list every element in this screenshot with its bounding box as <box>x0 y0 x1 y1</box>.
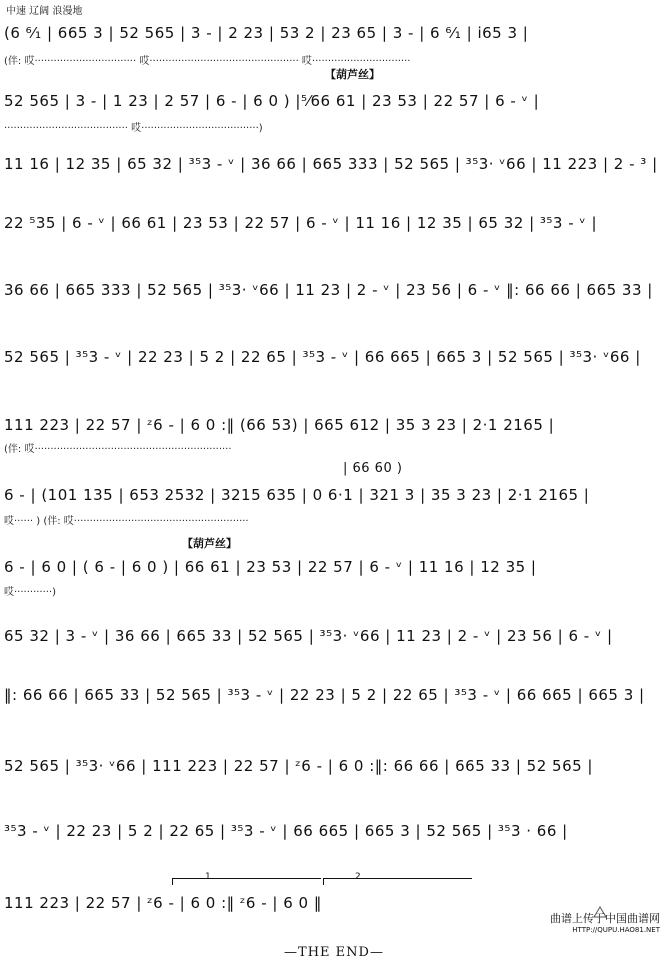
lyric-line-4: 哎······ ) (伴: 哎······················································· <box>4 516 249 527</box>
notation-line-6: 52 565 | ³⁵3 - ᵛ | 22 23 | 5 2 | 22 65 | ³⁵3 - ᵛ | 66 665 | 665 3 | 52 565 | ³⁵3· ᵛ66 | <box>4 348 641 366</box>
volta-number-1: 1 <box>205 872 211 882</box>
tempo-marking: 中速 辽阔 浪漫地 <box>6 6 83 17</box>
lyric-line-2: ······································· 哎·····································) <box>4 123 263 134</box>
notation-line-13: ³⁵3 - ᵛ | 22 23 | 5 2 | 22 65 | ³⁵3 - ᵛ | 66 665 | 665 3 | 52 565 | ³⁵3 · 66 | <box>4 822 568 840</box>
section-label-hulusi: 【葫芦丝】 <box>325 68 380 81</box>
notation-line-4: 22 ⁵35 | 6 - ᵛ | 66 61 | 23 53 | 22 57 | 6 - ᵛ | 11 16 | 12 35 | 65 32 | ³⁵3 - ᵛ | <box>4 214 598 232</box>
notation-line-12: 52 565 | ³⁵3· ᵛ66 | 111 223 | 22 57 | ᶻ6 - | 6 0 :‖: 66 66 | 665 33 | 52 565 | <box>4 757 593 775</box>
lyric-line-5: 哎············) <box>4 587 57 598</box>
volta-bracket-2 <box>323 878 472 885</box>
notation-line-14: 111 223 | 22 57 | ᶻ6 - | 6 0 :‖ ᶻ6 - | 6 0 ‖ <box>4 894 322 912</box>
site-credit: 曲谱上传于中国曲谱网 <box>550 912 660 925</box>
notation-line-3: 11 16 | 12 35 | 65 32 | ³⁵3 - ᵛ | 36 66 | 665 333 | 52 565 | ³⁵3· ᵛ66 | 11 223 | 2 - ³ | <box>4 155 658 173</box>
section-label-hulusi-2: 【葫芦丝】 <box>182 537 237 550</box>
volta-number-2: 2 <box>355 872 361 882</box>
upper-voice: | 66 60 ) <box>343 461 403 476</box>
notation-line-7: 111 223 | 22 57 | ᶻ6 - | 6 0 :‖ (66 53) | 665 612 | 35 3 23 | 2·1 2165 | <box>4 416 555 434</box>
end-marking: —THE END— <box>284 945 384 960</box>
lyric-line-1: (伴: 哎································ 哎··············································· 哎······························· <box>4 56 411 67</box>
site-url: HTTP://QUPU.HAO81.NET <box>572 926 660 934</box>
notation-line-11: ‖: 66 66 | 665 33 | 52 565 | ³⁵3 - ᵛ | 22 23 | 5 2 | 22 65 | ³⁵3 - ᵛ | 66 665 | 665 3 | <box>4 686 645 704</box>
notation-line-1: (6 ⁶⁄₁ | 665 3 | 52 565 | 3 - | 2 23 | 53 2 | 23 65 | 3 - | 6 ⁶⁄₁ | i65 3 | <box>4 24 529 42</box>
site-logo-icon <box>592 905 608 919</box>
notation-line-8: 6 - | (101 135 | 653 2532 | 3215 635 | 0 6·1 | 321 3 | 35 3 23 | 2·1 2165 | <box>4 486 590 504</box>
notation-line-5: 36 66 | 665 333 | 52 565 | ³⁵3· ᵛ66 | 11 23 | 2 - ᵛ | 23 56 | 6 - ᵛ ‖: 66 66 | 665 33 | <box>4 281 653 299</box>
volta-bracket-1 <box>172 878 321 885</box>
lyric-line-3: (伴: 哎······························································ <box>4 444 232 455</box>
notation-line-9: 6 - | 6 0 | ( 6 - | 6 0 ) | 66 61 | 23 53 | 22 57 | 6 - ᵛ | 11 16 | 12 35 | <box>4 558 537 576</box>
notation-line-2: 52 565 | 3 - | 1 23 | 2 57 | 6 - | 6 0 ) |⁵⁄66 61 | 23 53 | 22 57 | 6 - ᵛ | <box>4 92 540 110</box>
notation-line-10: 65 32 | 3 - ᵛ | 36 66 | 665 33 | 52 565 | ³⁵3· ᵛ66 | 11 23 | 2 - ᵛ | 23 56 | 6 - ᵛ | <box>4 627 613 645</box>
